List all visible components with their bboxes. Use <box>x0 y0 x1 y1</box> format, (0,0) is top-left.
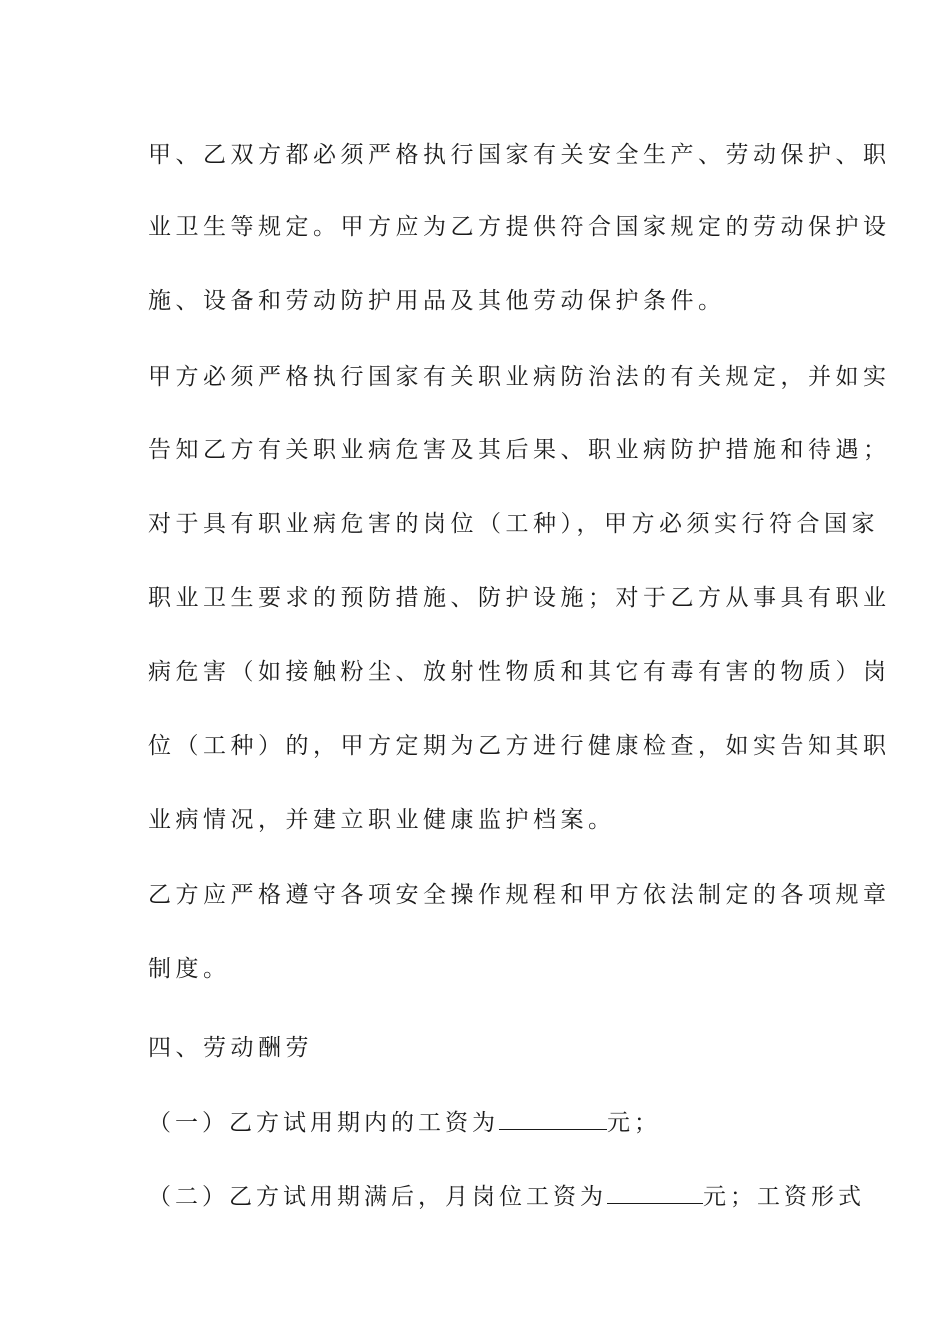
paragraph-line: 病危害（如接触粉尘、放射性物质和其它有毒有害的物质）岗 <box>148 659 891 685</box>
clause-2-text-before: （二）乙方试用期满后，月岗位工资为 <box>148 1184 607 1210</box>
paragraph-line: 业病情况，并建立职业健康监护档案。 <box>148 807 616 833</box>
paragraph-line: 甲方必须严格执行国家有关职业病防治法的有关规定，并如实 <box>148 364 891 390</box>
paragraph-line: 业卫生等规定。甲方应为乙方提供符合国家规定的劳动保护设 <box>148 214 891 240</box>
clause-2 <box>148 1182 865 1212</box>
paragraph-line: 职业卫生要求的预防措施、防护设施；对于乙方从事具有职业 <box>148 585 891 611</box>
paragraph-line: 施、设备和劳动防护用品及其他劳动保护条件。 <box>148 288 726 314</box>
paragraph-line: 乙方应严格遵守各项安全操作规程和甲方依法制定的各项规章 <box>148 882 891 908</box>
paragraph-line: 甲、乙双方都必须严格执行国家有关安全生产、劳动保护、职 <box>148 142 891 168</box>
paragraph-line: 位（工种）的，甲方定期为乙方进行健康检查，如实告知其职 <box>148 733 891 759</box>
paragraph-line: 告知乙方有关职业病危害及其后果、职业病防护措施和待遇； <box>148 437 891 463</box>
clause-2-text-after: 元；工资形式 <box>703 1184 865 1210</box>
section-heading: 四、劳动酬劳 <box>148 1035 313 1061</box>
paragraph-line: 制度。 <box>148 956 231 982</box>
clause-1-text-before: （一）乙方试用期内的工资为 <box>148 1110 499 1136</box>
clause-1-blank-field[interactable] <box>499 1109 607 1130</box>
paragraph-line: 对于具有职业病危害的岗位（工种），甲方必须实行符合国家 <box>148 511 879 537</box>
clause-2-blank-field[interactable] <box>607 1183 703 1204</box>
clause-1-text-after: 元； <box>607 1110 661 1136</box>
clause-1 <box>148 1108 818 1138</box>
